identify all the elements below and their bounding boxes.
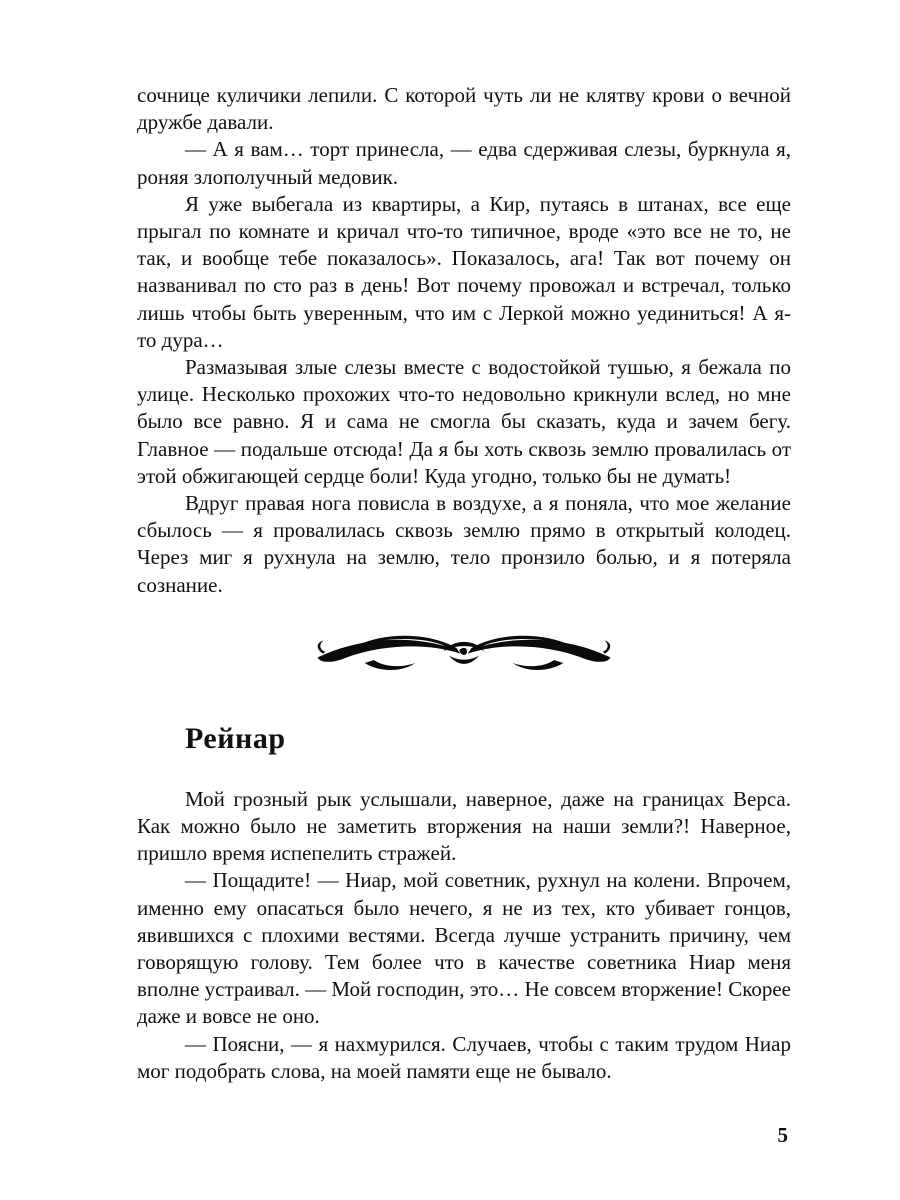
section-divider-icon [137, 631, 791, 678]
text-block [137, 82, 791, 1085]
paragraph: сочнице куличики лепили. С которой чуть ли не клятву крови о вечной дружбе давали. [137, 83, 791, 135]
chapter-title: Рейнар [185, 721, 286, 755]
paragraph: Размазывая злые слезы вместе с водостойкой тушью, я бежала по улице. Несколько прохожих что-то недовольно крикнули вслед, но мне было все равно. Я и сама не смогла бы сказать, куда и зачем бегу. Главное — подальше отсюда! Да я бы хоть сквозь землю провалилась от этой обжигающей сердце боли! Куда угодно, только бы не думать! [137, 355, 791, 488]
paragraph: — А я вам… торт принесла, — едва сдерживая слезы, буркнула я, роняя злополучный медовик. [137, 137, 791, 189]
paragraph: — Поясни, — я нахмурился. Случаев, чтобы с таким трудом Ниар мог подобрать слова, на моей памяти еще не бывало. [137, 1031, 791, 1083]
paragraph: Вдруг правая нога повисла в воздухе, а я поняла, что мое желание сбылось — я провалилась сквозь землю прямо в открытый колодец. Через миг я рухнула на землю, тело пронзило болью, и я потеряла сознание. [137, 491, 791, 597]
paragraph: Я уже выбегала из квартиры, а Кир, путаясь в штанах, все еще прыгал по комнате и кричал что-то типичное, вроде «это все не то, не так, и вообще тебе показалось». Показалось, ага! Так вот почему он названивал по сто раз в день! Вот почему провожал и встречал, только лишь чтобы быть уверенным, что им с Леркой можно уединиться! А я-то дура… [137, 191, 791, 352]
paragraph: Мой грозный рык услышали, наверное, даже на границах Верса. Как можно было не заметить вторжения на наши земли?! Наверное, пришло время испепелить стражей. [137, 786, 791, 866]
page-number: 5 [777, 1123, 788, 1147]
paragraph: — Пощадите! — Ниар, мой советник, рухнул на колени. Впрочем, именно ему опасаться было нечего, я не из тех, кто убивает гонцов, явившихся с плохими вестями. Всегда лучше устранить причину, чем говорящую голову. Тем более что в качестве советника Ниар меня вполне устраивал. — Мой господин, это… Не совсем вторжение! Скорее даже и вовсе не оно. [137, 868, 791, 1029]
